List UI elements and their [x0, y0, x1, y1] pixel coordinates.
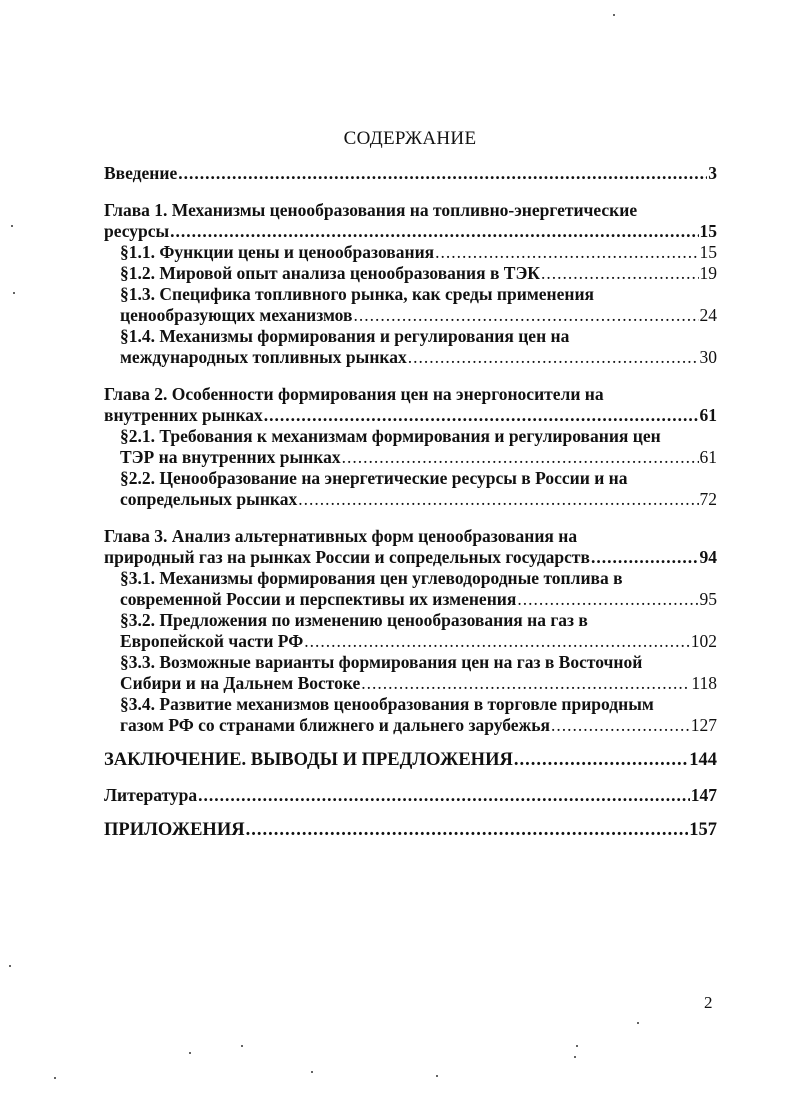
scan-speck	[436, 1075, 438, 1077]
toc-entry-title-line: §2.1. Требования к механизмам формирования и регулирования цен	[120, 426, 661, 446]
toc-entry-title: современной России и перспективы их изменения	[120, 589, 517, 609]
toc-entry-literature	[104, 785, 717, 806]
toc-entry-title-line: §3.2. Предложения по изменению ценообразования на газ в	[120, 610, 588, 630]
toc-entry-section-2-1	[104, 426, 717, 468]
leader-dots	[264, 405, 699, 426]
leader-dots	[517, 589, 698, 610]
scan-speck	[189, 1052, 191, 1054]
toc-entry-section-3-1	[104, 568, 717, 610]
toc-entry-title-line: Глава 1. Механизмы ценообразования на топливно-энергетические	[104, 200, 638, 220]
scan-speck	[311, 1071, 313, 1073]
toc-entry-title-line: §1.4. Механизмы формирования и регулирования цен на	[120, 326, 570, 346]
toc-entry-title: §1.2. Мировой опыт анализа ценообразования в ТЭК	[120, 263, 540, 283]
toc-entry-title-line: Глава 3. Анализ альтернативных форм ценообразования на	[104, 526, 578, 546]
toc-entry-section-1-4	[104, 326, 717, 368]
toc-entry-title: международных топливных рынках	[120, 347, 407, 367]
toc-entry-page: 15	[699, 221, 717, 241]
page-number: 2	[704, 993, 713, 1012]
toc-entry-title: ЗАКЛЮЧЕНИЕ. ВЫВОДЫ И ПРЕДЛОЖЕНИЯ	[104, 750, 513, 770]
leader-dots	[435, 242, 698, 263]
toc-entry-title-line: §3.4. Развитие механизмов ценообразования в торговле природным	[120, 694, 654, 714]
toc-entry-page: 157	[689, 820, 717, 840]
toc-entry-page: 30	[699, 347, 717, 367]
toc-entry-page: 61	[699, 405, 717, 425]
leader-dots	[246, 820, 689, 841]
toc-entry-section-3-2	[104, 610, 717, 652]
toc-entry-section-2-2	[104, 468, 717, 510]
toc-entry-section-3-3	[104, 652, 717, 694]
toc-entry-title: ПРИЛОЖЕНИЯ	[104, 820, 245, 840]
toc-entry-title: Сибири и на Дальнем Востоке	[120, 673, 361, 693]
toc-entry-title-line: Глава 2. Особенности формирования цен на энергоносители на	[104, 384, 604, 404]
leader-dots	[514, 750, 688, 771]
leader-dots	[342, 447, 699, 468]
toc-entry-title: §1.1. Функции цены и ценообразования	[120, 242, 435, 262]
toc-entry-title-line: §2.2. Ценообразование на энергетические ресурсы в России и на	[120, 468, 628, 488]
toc-entry-section-3-4	[104, 694, 717, 736]
toc-entry-chapter-3	[104, 526, 717, 568]
leader-dots	[408, 347, 699, 368]
scan-speck	[576, 1045, 578, 1047]
toc-entry-title: внутренних рынках	[104, 405, 263, 425]
scan-speck	[574, 1056, 576, 1058]
leader-dots	[170, 221, 698, 242]
toc-entry-section-1-1	[104, 242, 717, 263]
toc-entry-title: газом РФ со странами ближнего и дальнего зарубежья	[120, 715, 550, 735]
scan-speck	[241, 1045, 243, 1047]
toc-entry-title: Европейской части РФ	[120, 631, 304, 651]
scan-speck	[54, 1077, 56, 1079]
scan-speck	[9, 965, 11, 967]
toc-entry-chapter-1	[104, 200, 717, 242]
toc-entry-page: 19	[699, 263, 717, 283]
table-of-contents	[104, 163, 717, 841]
toc-entry-page: 72	[699, 489, 717, 509]
toc-entry-title: Введение	[104, 163, 178, 183]
toc-entry-title-line: §3.3. Возможные варианты формирования цен на газ в Восточной	[120, 652, 643, 672]
toc-entry-conclusion	[104, 750, 717, 771]
leader-dots	[178, 163, 707, 184]
toc-entry-appendices	[104, 820, 717, 841]
toc-entry-section-1-2	[104, 263, 717, 284]
toc-entry-title: ценообразующих механизмов	[120, 305, 353, 325]
toc-entry-title: ресурсы	[104, 221, 170, 241]
toc-entry-page: 61	[699, 447, 717, 467]
scan-speck	[11, 225, 13, 227]
leader-dots	[304, 631, 690, 652]
toc-entry-title: сопредельных рынках	[120, 489, 298, 509]
toc-entry-page: 147	[690, 785, 717, 805]
toc-entry-page: 127	[690, 715, 717, 735]
page-title: СОДЕРЖАНИЕ	[343, 128, 477, 149]
toc-entry-page: 24	[699, 305, 717, 325]
toc-entry-page: 144	[689, 750, 717, 770]
leader-dots	[198, 785, 690, 806]
toc-entry-title-line: §1.3. Специфика топливного рынка, как среды применения	[120, 284, 595, 304]
toc-entry-section-1-3	[104, 284, 717, 326]
toc-entry-page: 102	[690, 631, 717, 651]
toc-entry-title: ТЭР на внутренних рынках	[120, 447, 341, 467]
toc-entry-page: 94	[699, 547, 717, 567]
scan-speck	[13, 292, 15, 294]
leader-dots	[591, 547, 699, 568]
toc-entry-introduction	[104, 163, 717, 184]
scan-speck	[637, 1022, 639, 1024]
leader-dots	[551, 715, 690, 736]
toc-entry-chapter-2	[104, 384, 717, 426]
toc-entry-title-line: §3.1. Механизмы формирования цен углеводородные топлива в	[120, 568, 623, 588]
leader-dots	[361, 673, 690, 694]
leader-dots	[541, 263, 699, 284]
toc-entry-title: природный газ на рынках России и сопредельных государств	[104, 547, 590, 567]
toc-entry-title: Литература	[104, 785, 198, 805]
leader-dots	[298, 489, 698, 510]
scan-speck	[613, 14, 615, 16]
leader-dots	[353, 305, 698, 326]
toc-entry-page: 3	[708, 163, 717, 183]
toc-entry-page: 95	[699, 589, 717, 609]
toc-entry-page: 118	[691, 673, 717, 693]
toc-entry-page: 15	[699, 242, 717, 262]
